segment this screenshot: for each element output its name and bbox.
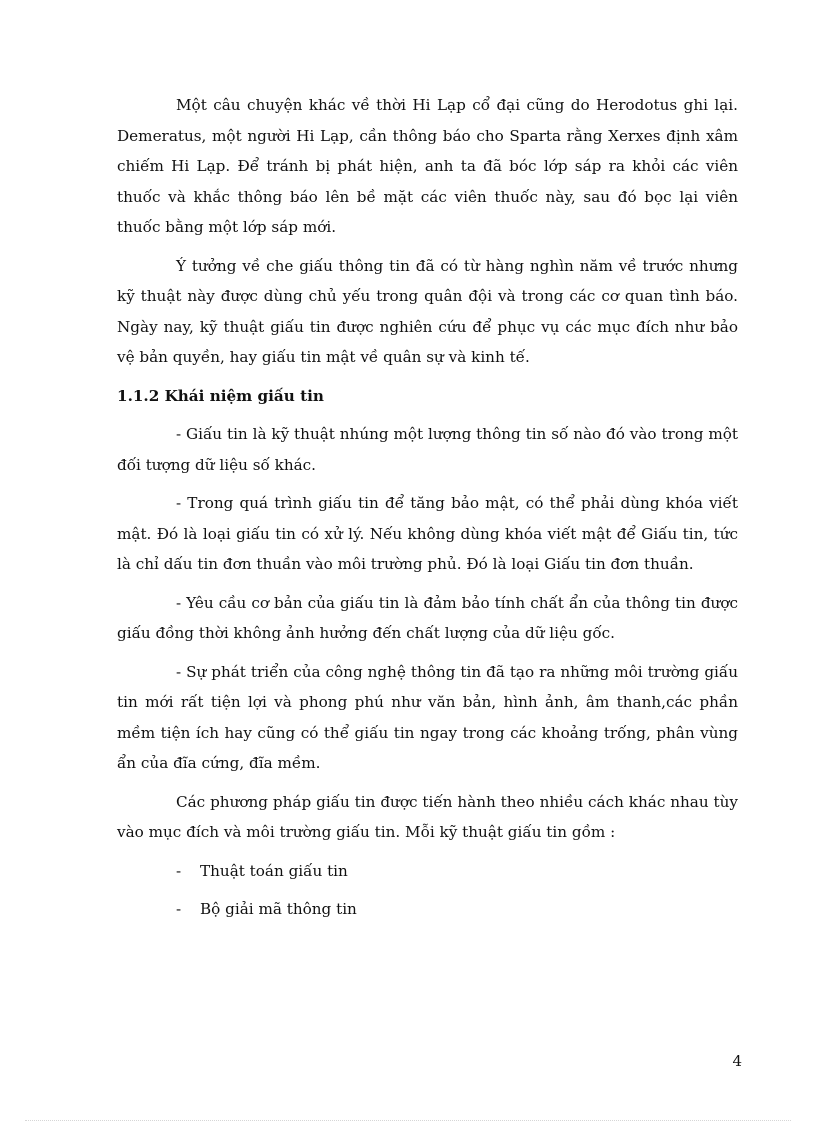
section-heading: 1.1.2 Khái niệm giấu tin bbox=[117, 386, 324, 405]
page-bottom-rule bbox=[25, 1120, 791, 1121]
page-number: 4 bbox=[732, 1052, 742, 1070]
list-item bbox=[117, 894, 738, 925]
body-paragraph: Một câu chuyện khác về thời Hi Lạp cổ đại cũng do Herodotus ghi lại. Demeratus, một người Hi Lạp, cần thông báo cho Sparta rằng Xerxes định xâm chiếm Hi Lạp. Để tránh bị phát hiện, anh ta đã bóc lớp sáp ra khỏi các viên thuốc và khắc thông báo lên bề mặt các viên thuốc này, sau đó bọc lại viên thuốc bằng một lớp sáp mới. bbox=[117, 96, 738, 236]
body-paragraph: Các phương pháp giấu tin được tiến hành theo nhiều cách khác nhau tùy vào mục đích và môi trường giấu tin. Mỗi kỹ thuật giấu tin gồm : bbox=[117, 792, 738, 841]
body-paragraph: - Yêu cầu cơ bản của giấu tin là đảm bảo tính chất ẩn của thông tin được giấu đồng thời không ảnh hưởng đến chất lượng của dữ liệu gốc. bbox=[117, 593, 738, 642]
list-dash: - bbox=[176, 900, 182, 918]
list-dash: - bbox=[176, 861, 182, 880]
body-paragraph: - Giấu tin là kỹ thuật nhúng một lượng thông tin số nào đó vào trong một đối tượng dữ liệu số khác. bbox=[117, 425, 738, 474]
technique-list bbox=[117, 856, 738, 925]
body-paragraph: Ý tưởng về che giấu thông tin đã có từ hàng nghìn năm về trước nhưng kỹ thuật này được dùng chủ yếu trong quân đội và trong các cơ quan tình báo. Ngày nay, kỹ thuật giấu tin được nghiên cứu để phục vụ các mục đích như bảo vệ bản quyền, hay giấu tin mật về quân sự và kinh tế. bbox=[117, 256, 738, 366]
page-content bbox=[117, 90, 738, 933]
body-paragraph: - Sự phát triển của công nghệ thông tin đã tạo ra những môi trường giấu tin mới rất tiện lợi và phong phú như văn bản, hình ảnh, âm thanh,các phần mềm tiện ích hay cũng có thể giấu tin ngay trong các khoảng trống, phân vùng ẩn của đĩa cứng, đĩa mềm. bbox=[117, 662, 738, 772]
list-item-text: Thuật toán giấu tin bbox=[200, 861, 348, 880]
list-item-text: Bộ giải mã thông tin bbox=[200, 900, 357, 918]
list-item bbox=[117, 856, 738, 887]
body-paragraph: - Trong quá trình giấu tin để tăng bảo mật, có thể phải dùng khóa viết mật. Đó là loại giấu tin có xử lý. Nếu không dùng khóa viết mật để Giấu tin, tức là chỉ dấu tin đơn thuần vào môi trường phủ. Đó là loại Giấu tin đơn thuần. bbox=[117, 494, 738, 573]
